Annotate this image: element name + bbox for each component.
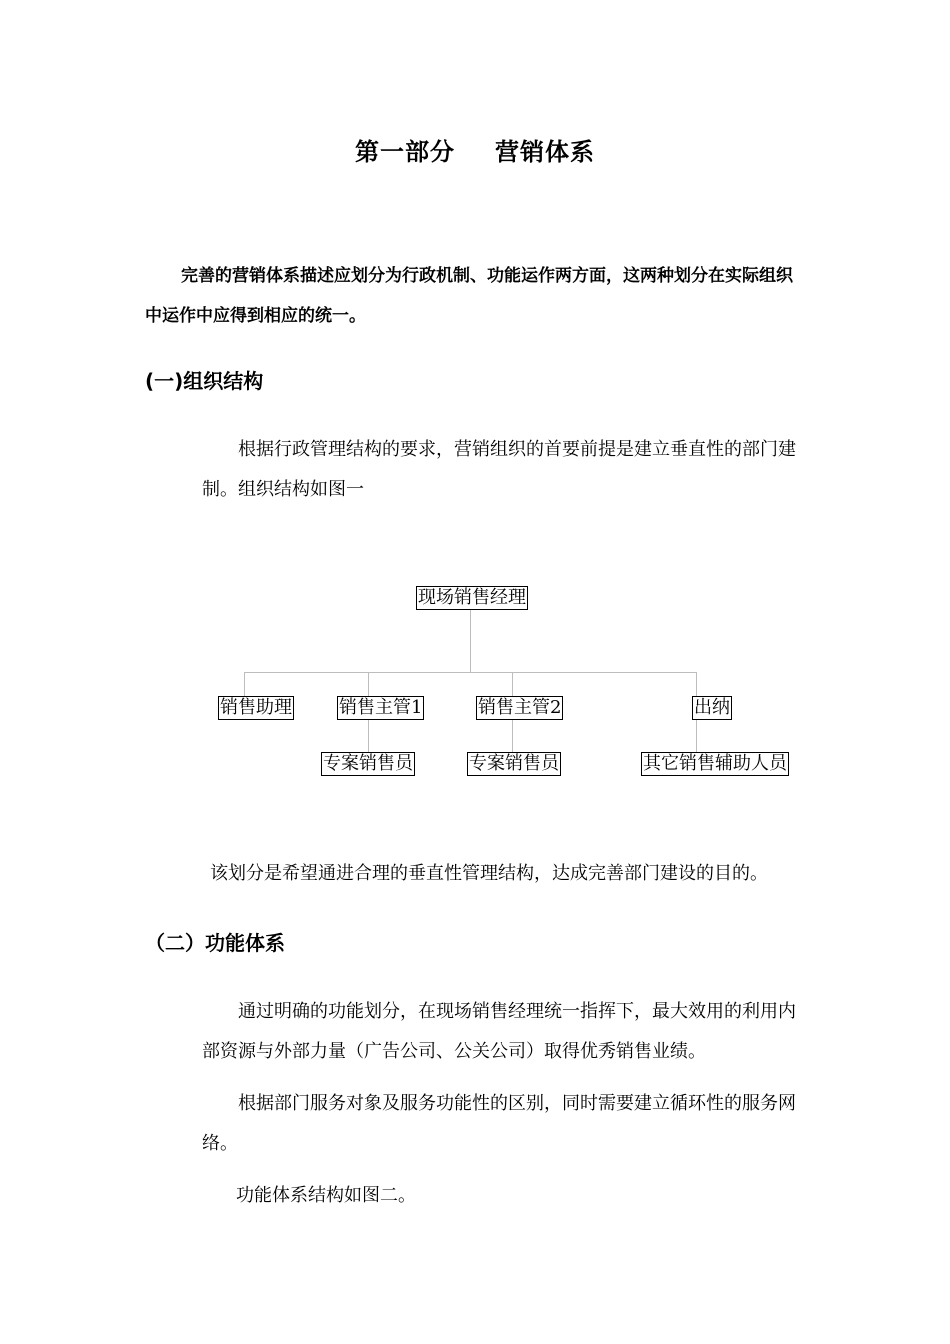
- function-paragraph-2: 根据部门服务对象及服务功能性的区别，同时需要建立循环性的服务网络。: [202, 1093, 796, 1154]
- connector-line: [470, 610, 471, 672]
- function-paragraph-3: 功能体系结构如图二。: [236, 1185, 416, 1206]
- connector-line: [696, 720, 697, 752]
- section-heading-function-system: （二）功能体系: [145, 931, 285, 955]
- org-node-other-support: 其它销售辅助人员: [643, 753, 787, 774]
- connector-line: [696, 672, 697, 696]
- connector-line: [368, 720, 369, 752]
- org-node-supervisor-1: 销售主管1: [339, 697, 423, 718]
- function-paragraph-1: 通过明确的功能划分，在现场销售经理统一指挥下，最大效用的利用内部资源与外部力量（广告公司、公关公司）取得优秀销售业绩。: [202, 1001, 796, 1062]
- org-node-supervisor-2: 销售主管2: [478, 697, 562, 718]
- connector-line: [512, 720, 513, 752]
- intro-paragraph: 完善的营销体系描述应划分为行政机制、功能运作两方面，这两种划分在实际组织中运作中应得到相应的统一。: [145, 266, 793, 326]
- org-node-project-sales-1: 专案销售员: [323, 753, 413, 774]
- connector-line: [512, 672, 513, 696]
- title-part: 第一部分: [355, 138, 455, 166]
- org-structure-summary: 该划分是希望通进合理的垂直性管理结构，达成完善部门建设的目的。: [210, 863, 768, 884]
- title-name: 营销体系: [495, 138, 595, 166]
- connector-line: [244, 672, 245, 696]
- org-node-sales-assistant: 销售助理: [220, 697, 292, 718]
- section-heading-org-structure: (一)组织结构: [145, 369, 264, 393]
- org-structure-paragraph: 根据行政管理结构的要求，营销组织的首要前提是建立垂直性的部门建制。组织结构如图一: [202, 439, 796, 500]
- connector-line: [368, 672, 369, 696]
- org-node-root: 现场销售经理: [418, 587, 526, 608]
- org-node-project-sales-2: 专案销售员: [469, 753, 559, 774]
- org-node-cashier: 出纳: [694, 697, 730, 718]
- connector-line: [244, 672, 697, 673]
